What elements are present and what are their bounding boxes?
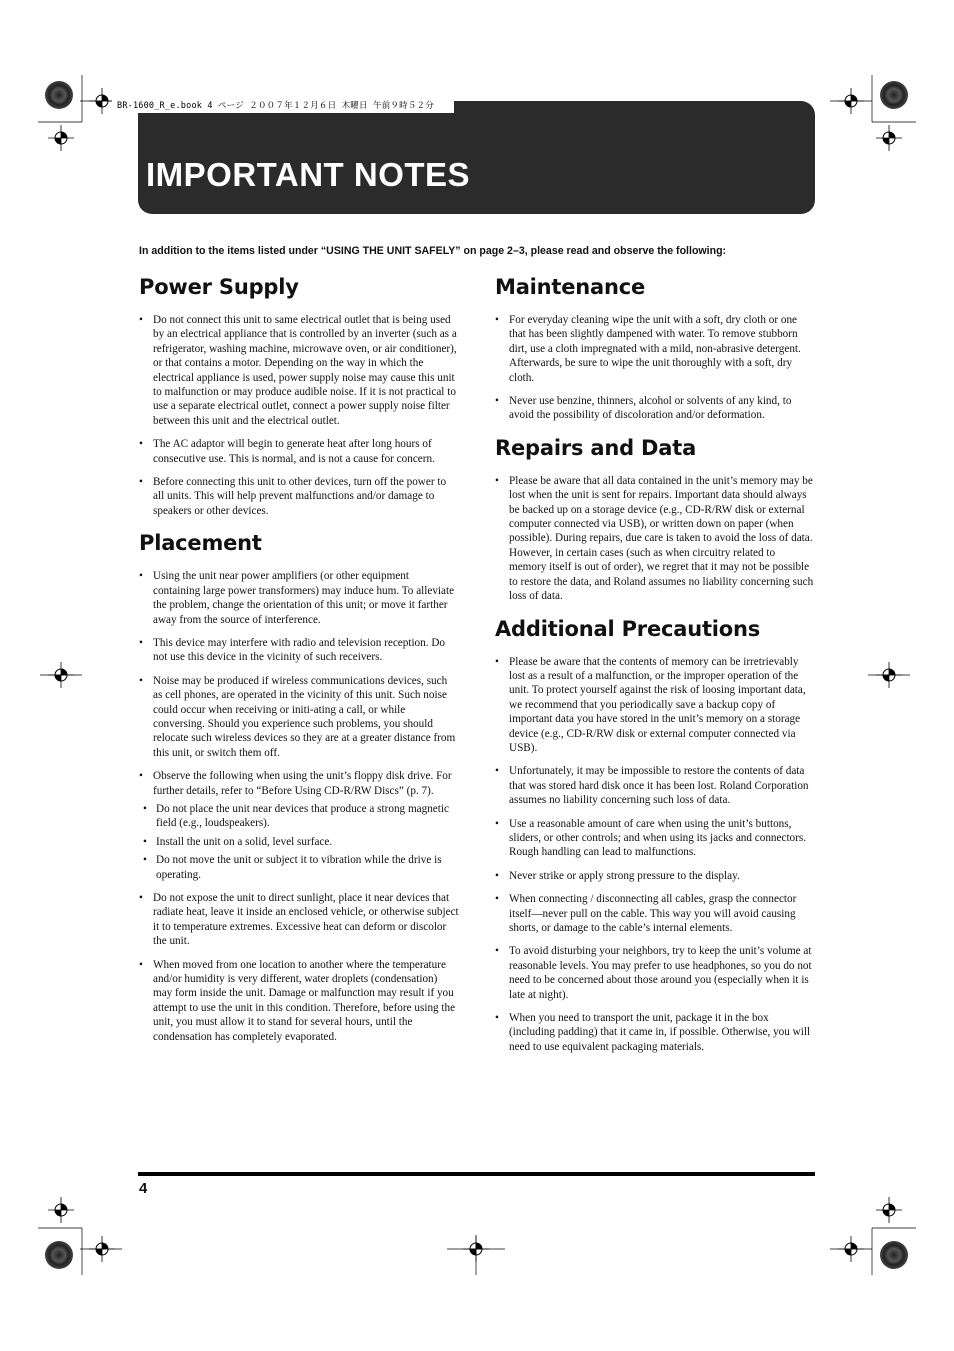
list-item: • Before connecting this unit to other devices, turn off the power to all units. This will help prevent malfunctions and/or damage to speakers or other devices. [139,475,459,518]
page-title: IMPORTANT NOTES [146,156,471,193]
section-heading-additional-precautions: Additional Precautions [495,616,761,641]
power-supply-list [139,313,459,518]
list-item: • When connecting / disconnecting all cables, grasp the connector itself—never pull on the cable. This way you will avoid causing shorts, or damage to the cable’s internal elements. [495,892,815,935]
registration-rosette [880,1241,908,1269]
list-item: • Unfortunately, it may be impossible to restore the contents of data that was stored hard disk once it has been lost. Roland Corporation assumes no liability concerning such loss of data. [495,764,815,807]
placement-sub-list [139,802,459,882]
list-item: • When you need to transport the unit, package it in the box (including padding) that it came in, if possible. Otherwise, you will need to use equivalent packaging materials. [495,1011,815,1054]
list-item: • To avoid disturbing your neighbors, try to keep the unit’s volume at reasonable levels. You may prefer to use headphones, so you do not need to be concerned about those around you (especially when it is late at night). [495,944,815,1002]
sub-list-item: • Install the unit on a solid, level surface. [139,835,459,849]
sub-list-item: • Do not place the unit near devices that produce a strong magnetic field (e.g., loudspeakers). [139,802,459,831]
list-item: • Do not expose the unit to direct sunlight, place it near devices that radiate heat, leave it inside an enclosed vehicle, or otherwise subject it to temperature extremes. Excessive heat can deform or discolor the unit. [139,891,459,949]
list-item: • Do not connect this unit to same electrical outlet that is being used by an electrical appliance that is controlled by an inverter (such as a refrigerator, washing machine, microwave oven, or air conditioner), or that contains a motor. Depending on the way in which the electrical appliance is used, power supply noise may cause this unit to malfunction or may produce audible noise. If it is not practical to use a separate electrical outlet, connect a power supply noise filter between this unit and the electrical outlet. [139,313,459,428]
placement-list [139,569,459,1044]
section-heading-repairs-and-data: Repairs and Data [495,435,697,460]
list-item: • Never strike or apply strong pressure to the display. [495,869,815,883]
sub-list-item: • Do not move the unit or subject it to vibration while the drive is operating. [139,853,459,882]
footer-rule [138,1172,815,1176]
list-item: • Use a reasonable amount of care when using the unit’s buttons, sliders, or other controls; and when using its jacks and connectors. Rough handling can lead to malfunctions. [495,817,815,860]
intro-text: In addition to the items listed under “USING THE UNIT SAFELY” on page 2–3, please read and observe the following: [139,245,727,257]
list-item: • Please be aware that all data contained in the unit’s memory may be lost when the unit is sent for repairs. Important data should always be backed up on a storage device (e.g., CD-R/RW disk or external computer connected via USB), or written down on paper (when possible). During repairs, due care is taken to avoid the loss of data. However, in certain cases (such as when circuitry related to memory itself is out of order), we regret that it may not be possible to restore the data, and Roland assumes no liability concerning such loss of data. [495,474,815,604]
list-item: • The AC adaptor will begin to generate heat after long hours of consecutive use. This is normal, and is not a cause for concern. [139,437,459,466]
list-item: • Please be aware that the contents of memory can be irretrievably lost as a result of a malfunction, or the improper operation of the unit. To protect yourself against the risk of loosing important data, we recommend that you periodically save a backup copy of important data you have stored in the unit’s memory on a storage device (e.g., CD-R/RW disk or external computer connected via USB). [495,655,815,756]
maintenance-list [495,313,815,423]
section-heading-placement: Placement [139,531,262,556]
registration-rosette [45,1241,73,1269]
left-column [139,275,459,1044]
registration-rosette [45,81,73,109]
list-item: • Noise may be produced if wireless communications devices, such as cell phones, are operated in the vicinity of this unit. Such noise could occur when receiving or initi-ating a call, or while conversing. Should you experience such problems, you should relocate such wireless devices so they are at a greater distance from this unit, or switch them off. [139,674,459,760]
section-heading-power-supply: Power Supply [139,275,299,299]
list-item: • Never use benzine, thinners, alcohol or solvents of any kind, to avoid the possibility of discoloration and/or deformation. [495,394,815,423]
list-item-text: • Observe the following when using the unit’s floppy disk drive. For further details, refer to “Before Using CD-R/RW Discs” (p. 7). [153,770,452,797]
section-heading-maintenance: Maintenance [495,275,646,299]
list-item: • This device may interfere with radio and television reception. Do not use this device in the vicinity of such receivers. [139,636,459,665]
list-item: • Using the unit near power amplifiers (or other equipment containing large power transformers) may induce hum. To alleviate the problem, change the orientation of this unit; or move it farther away from the source of interference. [139,569,459,627]
list-item: • When moved from one location to another where the temperature and/or humidity is very different, water droplets (condensation) may form inside the unit. Damage or malfunction may result if you attempt to use the unit in this condition. Therefore, before using the unit, you must allow it to stand for several hours, until the condensation has completely evaporated. [139,958,459,1044]
repairs-list [495,474,815,604]
list-item [139,769,459,882]
book-file-info: BR-1600_R_e.book 4 ページ ２００７年１２月６日 木曜日 午前９時５２分 [117,101,434,111]
registration-rosette [880,81,908,109]
right-column [495,275,815,1054]
list-item: • For everyday cleaning wipe the unit with a soft, dry cloth or one that has been slightly dampened with water. To remove stubborn dirt, use a cloth impregnated with a mild, non-abrasive detergent. Afterwards, be sure to wipe the unit thoroughly with a soft, dry cloth. [495,313,815,385]
additional-precautions-list [495,655,815,1055]
page-number: 4 [139,1180,148,1197]
